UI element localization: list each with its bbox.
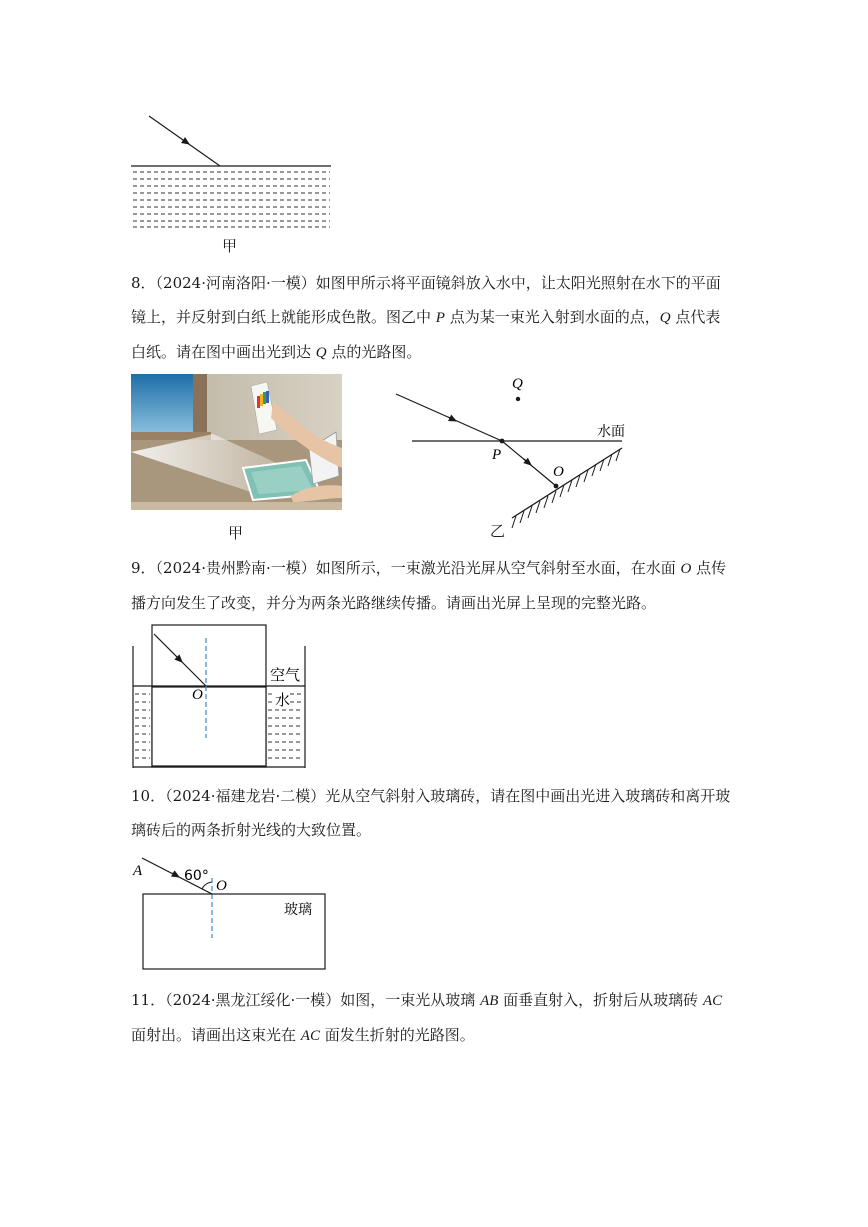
water-hatching-left [135, 694, 150, 758]
label-water-surface: 水面 [597, 424, 625, 440]
figure-q9-light-screen [128, 620, 308, 770]
question-text: 9．（2024·贵州黔南·一模）如图所示，一束激光沿光屏从空气斜射至水面，在水面 O 点传 [131, 559, 727, 577]
question-text: 播方向发生了改变，并分为两条光路继续传播。请画出光屏上呈现的完整光路。 [131, 594, 657, 612]
figure-caption: 甲 [222, 237, 238, 255]
label-water: 水 [275, 691, 291, 709]
figure-q8-photo-illustration [131, 374, 342, 510]
figure-q7-water-surface [125, 108, 340, 233]
figure-caption: 甲 [228, 524, 244, 542]
question-text: 11．（2024·黑龙江绥化·一模）如图，一束光从玻璃 AB 面垂直射入，折射后从玻璃砖 AC [131, 991, 723, 1009]
question-10 [131, 779, 741, 847]
question-8 [131, 266, 741, 370]
water-hatching [133, 172, 330, 227]
label-q: Q [512, 376, 523, 392]
point-q [516, 397, 520, 401]
plane-mirror [512, 448, 622, 518]
question-text: 白纸。请在图中画出光到达 Q 点的光路图。 [131, 343, 422, 361]
label-o: O [216, 878, 227, 894]
label-a: A [133, 863, 143, 879]
question-9 [131, 551, 741, 620]
figure-q10-glass-brick [128, 850, 333, 975]
question-text: 10．（2024·福建龙岩·二模）光从空气斜射入玻璃砖，请在图中画出光进入玻璃砖和离开玻 [131, 787, 731, 805]
mirror-hatching [512, 449, 620, 528]
label-air: 空气 [270, 666, 301, 684]
label-glass: 玻璃 [284, 902, 312, 918]
question-text: 8．（2024·河南洛阳·一模）如图甲所示将平面镜斜放入水中，让太阳光照射在水下的平面 [131, 274, 721, 292]
label-p: P [492, 447, 502, 463]
question-11 [131, 983, 741, 1053]
question-text: 面射出。请画出这束光在 AC 面发生折射的光路图。 [131, 1026, 475, 1044]
label-o: O [553, 464, 564, 480]
question-text: 璃砖后的两条折射光线的大致位置。 [131, 821, 372, 839]
figure-caption: 乙 [490, 522, 506, 540]
figure-q8-mirror-diagram [390, 370, 640, 542]
point-o [554, 484, 559, 489]
label-angle: 60° [184, 868, 209, 884]
question-text: 镜上，并反射到白纸上就能形成色散。图乙中 P 点为某一束光入射到水面的点，Q 点代表 [131, 308, 721, 326]
label-o: O [192, 687, 203, 703]
